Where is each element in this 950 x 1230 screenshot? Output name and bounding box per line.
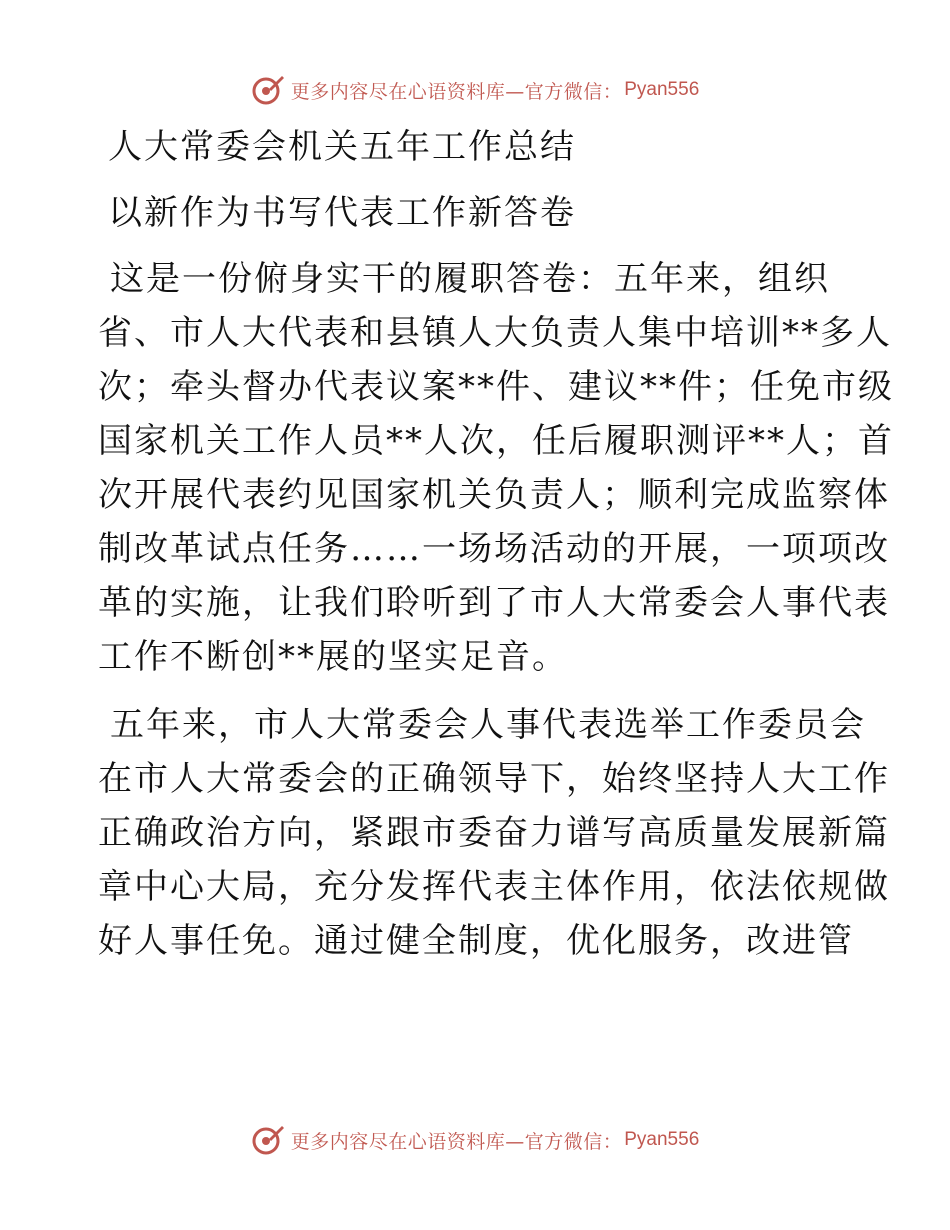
document-subtitle: 以新作为书写代表工作新答卷 [108, 193, 576, 233]
footer-watermark [0, 1120, 950, 1160]
text-line: 章中心大局，充分发挥代表主体作用，依法依规做 [98, 867, 890, 907]
text-line: 省、市人大代表和县镇人大负责人集中培训**多人 [98, 313, 892, 353]
text-line: 工作不断创**展的坚实足音。 [98, 637, 568, 677]
text-line: 在市人大常委会的正确领导下，始终坚持人大工作 [98, 759, 890, 799]
watermark-text: 更多内容尽在心语资料库—官方微信： [290, 80, 623, 103]
text-line: 革的实施，让我们聆听到了市人大常委会人事代表 [98, 583, 890, 623]
text-line: 好人事任免。通过健全制度，优化服务，改进管 [98, 921, 854, 961]
document-title: 人大常委会机关五年工作总结 [108, 127, 576, 167]
text-line: 制改革试点任务……一场场活动的开展，一项项改 [98, 529, 890, 569]
text-line: 正确政治方向，紧跟市委奋力谱写高质量发展新篇 [98, 813, 890, 853]
watermark-id: Pyan556 [624, 79, 700, 100]
text-line: 五年来，市人大常委会人事代表选举工作委员会 [110, 705, 866, 745]
header-watermark [0, 70, 950, 110]
text-line: 国家机关工作人员**人次，任后履职测评**人；首 [98, 421, 894, 461]
paragraph-2 [98, 698, 890, 968]
watermark-id: Pyan556 [624, 1129, 700, 1150]
text-line: 次开展代表约见国家机关负责人；顺利完成监察体 [98, 475, 890, 515]
text-line: 这是一份俯身实干的履职答卷：五年来，组织 [110, 259, 830, 299]
logo-icon [251, 73, 285, 107]
logo-icon [251, 1123, 285, 1157]
document-body [98, 120, 894, 968]
text-line: 次；牵头督办代表议案**件、建议**件；任免市级 [98, 367, 894, 407]
watermark-text: 更多内容尽在心语资料库—官方微信： [290, 1130, 623, 1153]
paragraph-1 [98, 252, 894, 684]
